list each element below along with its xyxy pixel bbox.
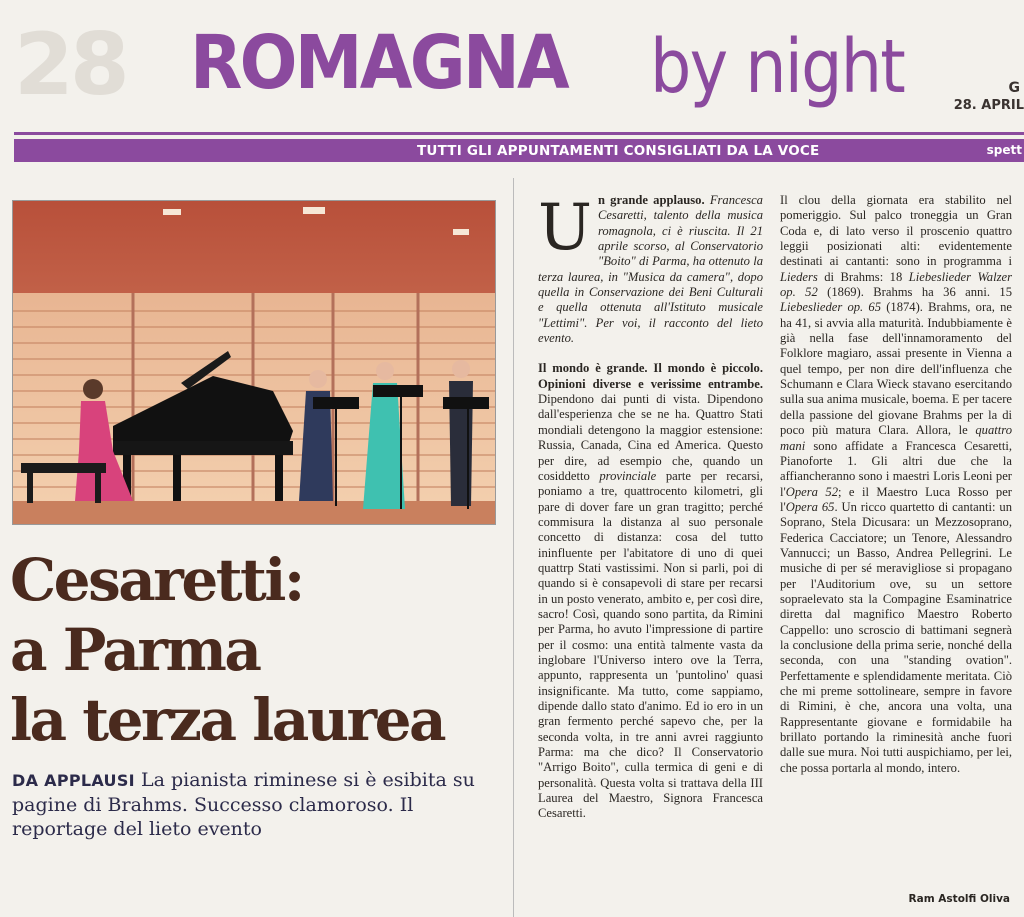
column-divider — [513, 178, 514, 917]
p2-text: Dipendono dai punti di vista. Dipendono dall'esperienza che se ne ha. Quattro Stati mondiali detengono la maggior estensione: Russia, Canada, Cina ed America. Questo per dire, ad esempio che, quando un cosiddetto — [538, 392, 763, 483]
section-title: ROMAGNA — [190, 20, 567, 106]
c2-e: sono affidate a Francesca Cesaretti, Pianoforte 1. Gli altri due che la affiancheranno sono i maestri Loris Leoni per l' — [780, 438, 1013, 499]
issue-date: 28. APRIL — [953, 98, 1024, 113]
page-number: 28 — [14, 15, 126, 115]
band-right-text: spett — [986, 143, 1022, 157]
author-signature: Ram Astolfi Oliva — [908, 893, 1010, 905]
concert-photo — [12, 200, 496, 525]
section-title-suffix: by night — [650, 24, 905, 110]
c2-e-italic: Opera 52 — [785, 484, 838, 499]
subhead-text: La pianista riminese si è esibita su pagine di Brahms. Successo clamoroso. Il reportage del lieto evento — [12, 769, 475, 840]
c2-d: (1874). Brahms, ora, ne ha 41, si avvia alla maturità. Indubbiamente è già nella fase dell'innamoramento del Folklore magiaro, assai presente in Vienna a quel tempo, per non dire dell'influenza che Schumann e Clara Wieck stavano esercitando sulla sua anima musicale, boema. E per tacere della passione del giovane Brahms per la di poco più matura Clara. Allora, le — [780, 300, 1012, 438]
c2-d-italic: quattro mani — [780, 423, 1012, 453]
c2-c: (1869). Brahms ha 36 anni. 15 — [827, 285, 1012, 300]
c2-f: ; e il Maestro Luca Rosso per l' — [780, 484, 1013, 514]
c2-b: di Brahms: 18 — [824, 269, 903, 284]
c2-g: . Un ricco quartetto di cantanti: un Soprano, Stela Dicusara: un Mezzosoprano, Federica Cacciatore; un Tenore, Alessandro Vannucci; un Basso, Andrea Pellegrini. Le musiche di per sé meravigliose si propagano per l'Auditorium ove, su un settore sopraelevato sta la Compagine Esaminatrice diretta dal magnifico Maestro Roberto Cappello: uno scroscio di battimani segnerà la conclusione della prima serie, nonché della seconda, con una "standing ovation". Perfettamente e splendidamente meritata. Ciò che mi preme sottolineare, sempre in favore di Rimini, è che, ancora una volta, una Rappresentante giovane e formidabile ha brillato portando la riminesità anche fuori dalle sue mura. Noi tutti auspichiamo, per lei, che possa portarla al mondo, intero. — [780, 499, 1013, 775]
lead-bold: n grande applauso. — [597, 193, 705, 207]
article-subhead — [12, 768, 502, 841]
c2-a: Il clou della giornata era stabilito nel pomeriggio. Sul palco troneggia un Gran Coda e, di lato verso il proscenio quattro leggii posizionati alti: evidentemente destinati ai cantanti: sono in programma i — [780, 193, 1012, 269]
corner-letter: G — [1008, 80, 1020, 96]
article-column-1 — [538, 193, 763, 822]
headline-line-3: la terza laurea — [10, 686, 445, 754]
article-column-2 — [780, 193, 1012, 776]
article-paragraph-2 — [538, 361, 763, 821]
masthead-rule — [14, 132, 1024, 135]
drop-cap: U — [538, 191, 592, 265]
article-paragraph-3 — [780, 193, 1012, 776]
article-lead — [538, 193, 763, 346]
headline-line-1: Cesaretti: — [10, 546, 303, 614]
p2-bold: Il mondo è grande. Il mondo è piccolo. Opinioni diverse e verissime entrambe. — [538, 361, 763, 391]
headline-line-2: a Parma — [10, 616, 260, 684]
subhead-kicker: DA APPLAUSI — [12, 771, 135, 790]
c2-c-italic: Liebeslieder op. 65 — [780, 300, 881, 315]
p2-italic: provinciale — [599, 468, 657, 483]
c2-a-italic: Lieders — [780, 269, 818, 284]
section-band — [14, 139, 1024, 162]
lead-italic: Francesca Cesaretti, talento della musica romagnola, ci è riuscita. Il 21 aprile scorso, al Conservatorio "Boito" di Parma, ha ottenuto la terza laurea, in "Musica da camera", dopo quella in Conservazione dei Beni Culturali e quella ottenuta all'Istituto musicale "Lettimi". Per voi, il racconto del lieto evento. — [538, 193, 763, 346]
c2-b-italic: Liebeslieder Walzer op. 52 — [780, 269, 1012, 300]
c2-f-italic: Opera 65 — [785, 499, 835, 514]
p2-text-2: parte per recarsi, poniamo a tre, quattrocento kilometri, gli pare di dover fare un gran tragitto; perché commisura la distanza al suo personale concetto di distanza: cosa del tutto ininfluente per l'abitatore di uno di quei quattrp Stati vastissimi. Non si parli, poi di quando si è consapevoli di stare per recarsi in un posto venerato, ambito e, per così dire, sacro! Così, quando sono partita, da Rimini per Parma, ho avuto l'impressione di partire per il cosmo: una entità talmente vasta da inglobare l'Universo intero ove la Terra, appunto, rappresenta un 'puntolino' quasi insignificante. Ma tutto, come sappiamo, dipende dallo stato d'animo. Ed io ero in un gran fermento perché sapevo che, per la seconda volta, in tre anni avrei raggiunto Parma: ma che dico? Il Conservatorio "Arrigo Boito", culla termica di geni e di personalità. Questa volta si trattava della III Laurea del Maestro, Signora Francesca Cesaretti. — [538, 468, 763, 821]
article-headline — [10, 545, 500, 755]
band-text: TUTTI GLI APPUNTAMENTI CONSIGLIATI DA LA VOCE — [417, 143, 820, 159]
